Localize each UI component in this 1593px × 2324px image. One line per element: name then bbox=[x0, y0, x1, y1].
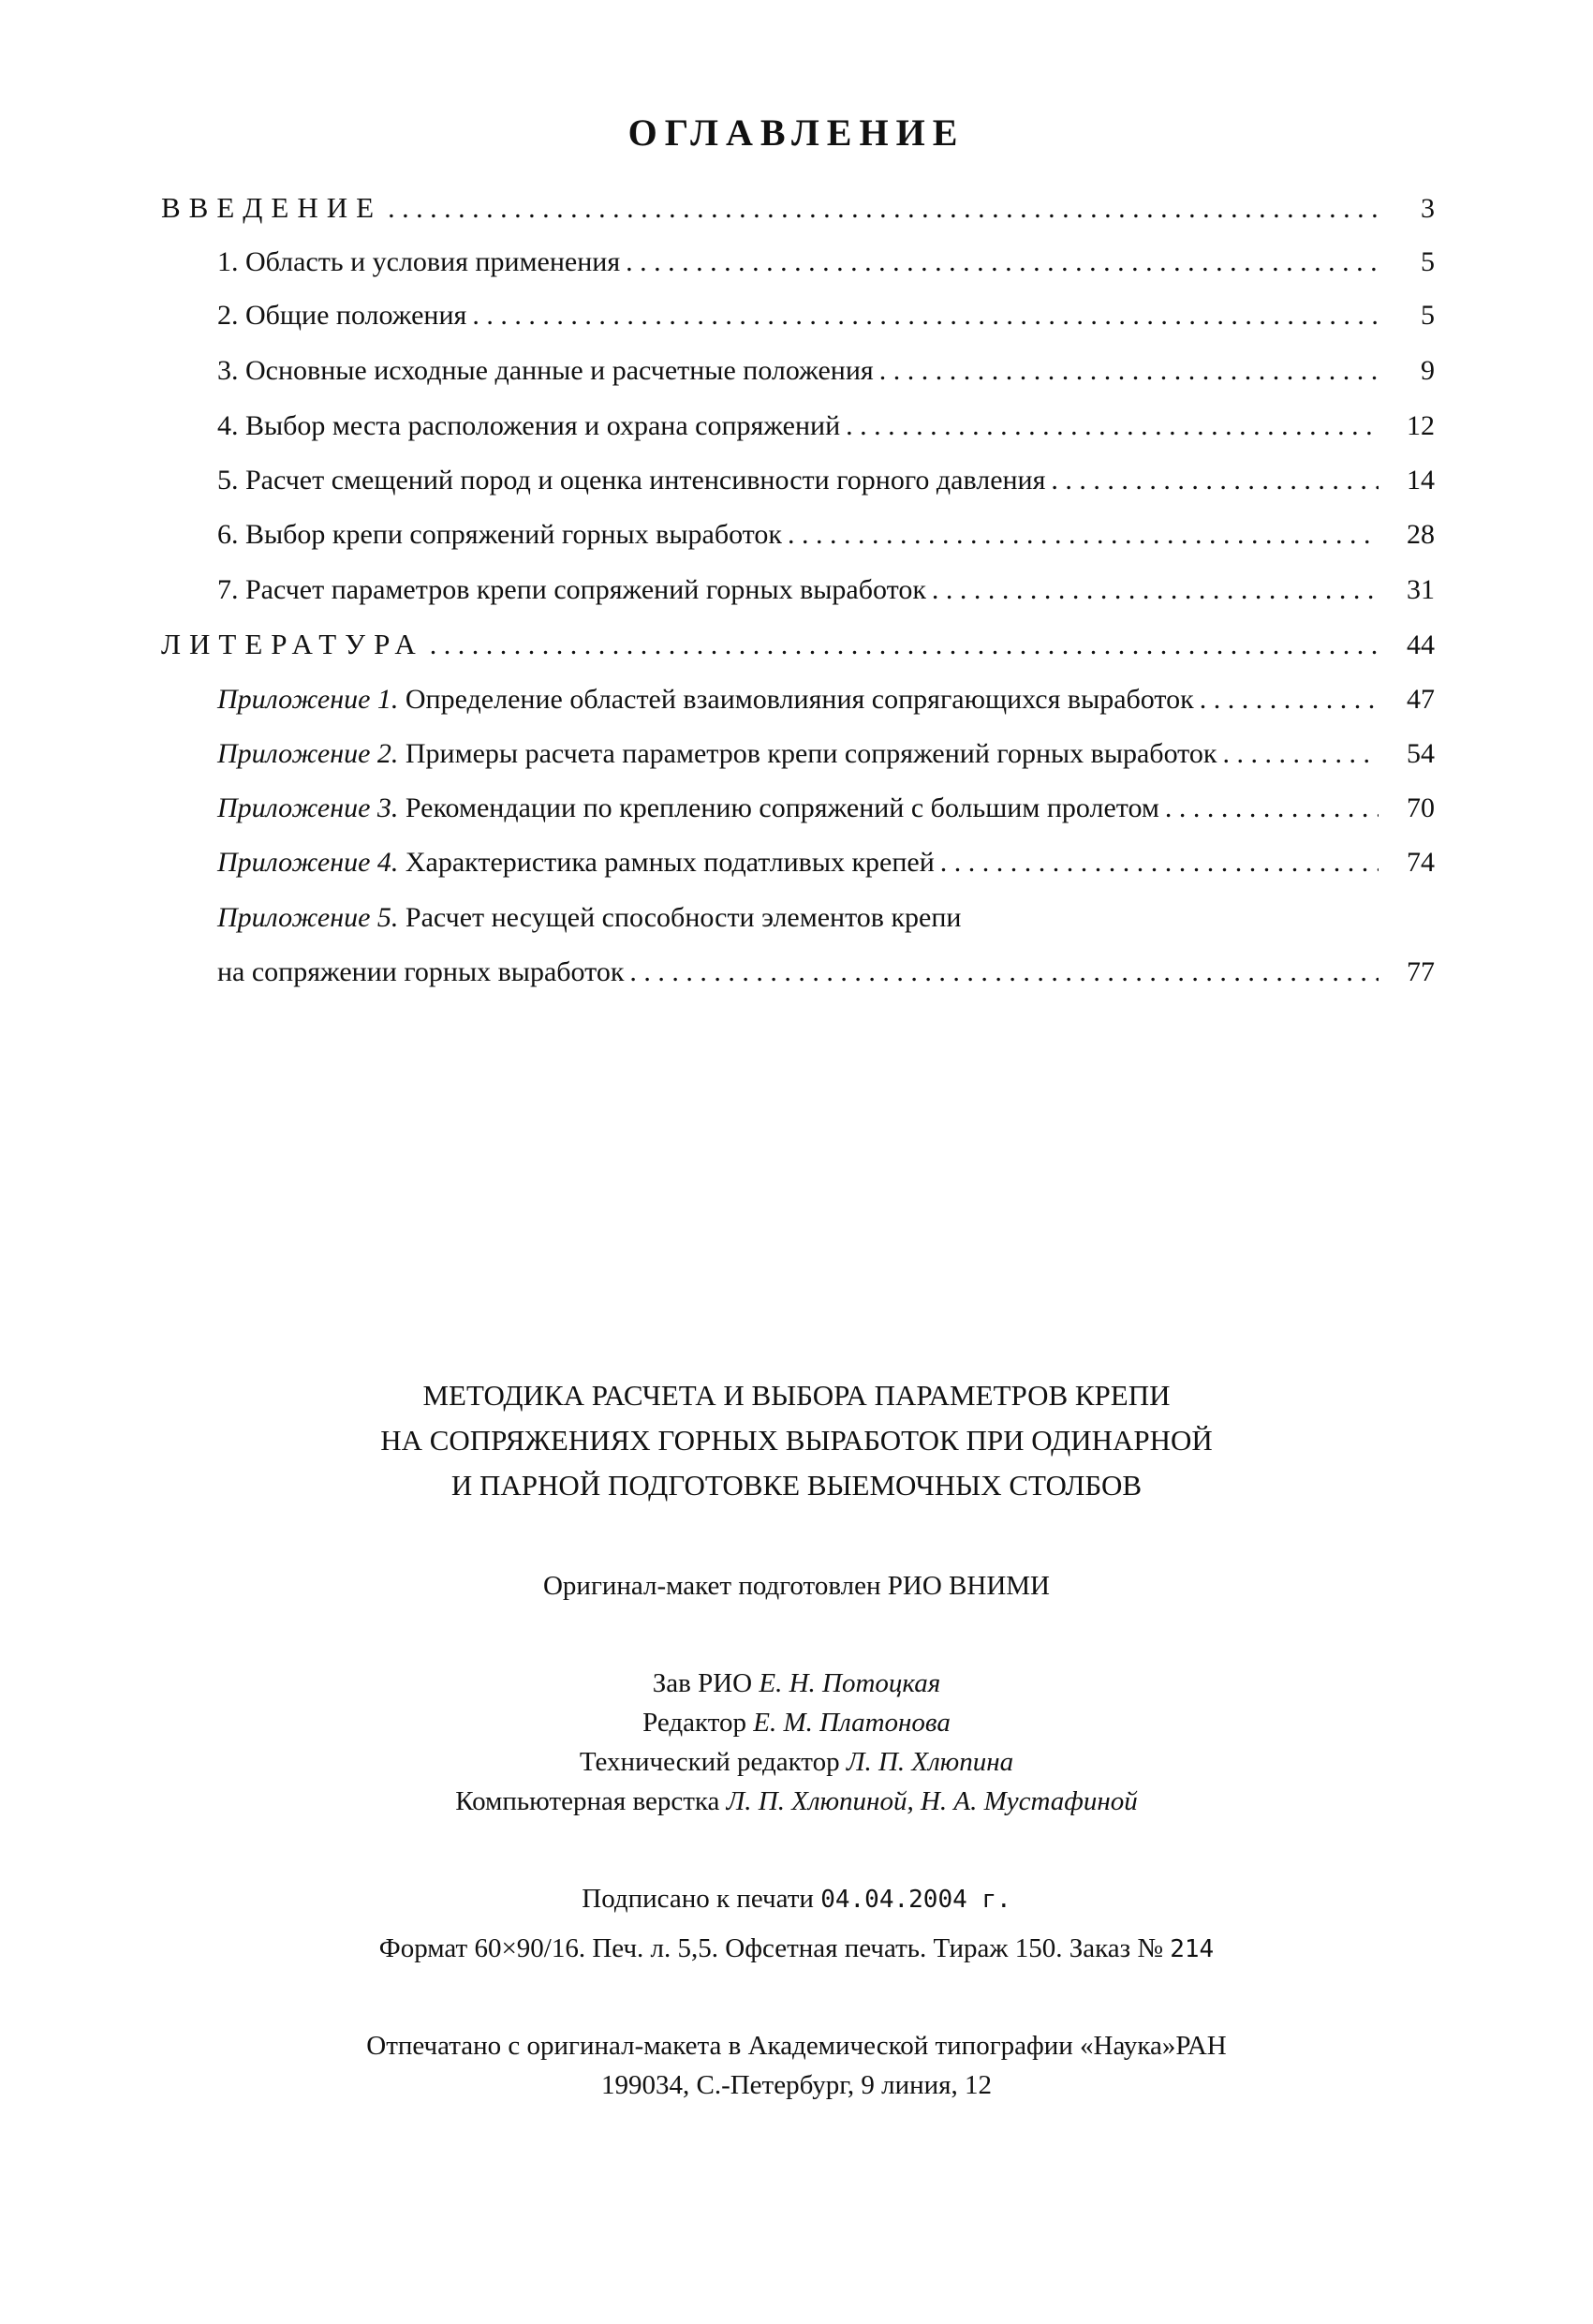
dot-leader bbox=[840, 407, 1379, 445]
staff-role: Технический редактор bbox=[579, 1747, 847, 1777]
staff-credit bbox=[0, 1664, 1593, 1703]
toc-entry-label bbox=[217, 735, 1217, 773]
toc-entry-page: 28 bbox=[1407, 519, 1435, 550]
toc-entry-label: 3. Основные исходные данные и расчетные положения bbox=[217, 355, 874, 386]
colophon-title-line: МЕТОДИКА РАСЧЕТА И ВЫБОРА ПАРАМЕТРОВ КРЕПИ bbox=[422, 1379, 1171, 1412]
toc-entry-page: 70 bbox=[1407, 792, 1435, 823]
toc-entry-page: 47 bbox=[1407, 684, 1435, 715]
appendix-prefix: Приложение 2. bbox=[217, 738, 399, 769]
toc-entry-page: 12 bbox=[1407, 410, 1435, 441]
dot-leader bbox=[782, 516, 1379, 554]
appendix-title: Определение областей взаимовлияния сопрягающихся выработок bbox=[398, 684, 1194, 715]
address-line: 199034, С.-Петербург, 9 линия, 12 bbox=[600, 2070, 992, 2100]
order-number: 214 bbox=[1170, 1935, 1215, 1963]
dot-leader bbox=[935, 844, 1379, 881]
toc-entry-page: 54 bbox=[1407, 738, 1435, 769]
toc-entry-label: 7. Расчет параметров крепи сопряжений горных выработок bbox=[217, 574, 926, 605]
toc-entry-page: 3 bbox=[1421, 193, 1435, 224]
toc-entry-3 bbox=[217, 352, 1435, 390]
toc-entry-4 bbox=[217, 407, 1435, 445]
dot-leader bbox=[1045, 462, 1379, 499]
dot-leader bbox=[424, 627, 1379, 664]
signed-date: 04.04.2004 г. bbox=[820, 1886, 1011, 1914]
toc-entry-label bbox=[217, 790, 1159, 827]
colophon-title-line: И ПАРНОЙ ПОДГОТОВКЕ ВЫЕМОЧНЫХ СТОЛБОВ bbox=[450, 1469, 1143, 1502]
toc-entry-1 bbox=[217, 244, 1435, 281]
toc-entry-label: 1. Область и условия применения bbox=[217, 246, 621, 277]
dot-leader bbox=[382, 190, 1379, 228]
toc-entry-6 bbox=[217, 516, 1435, 554]
format-line bbox=[0, 1929, 1593, 1969]
appendix-prefix: Приложение 5. bbox=[217, 902, 399, 933]
signed-for-print bbox=[0, 1879, 1593, 1919]
printer-info bbox=[0, 2026, 1593, 2105]
toc-entry-label: ЛИТЕРАТУРА bbox=[161, 628, 424, 660]
staff-name: Е. М. Платонова bbox=[753, 1708, 951, 1738]
staff-credit bbox=[0, 1782, 1593, 1821]
toc-appendix-3 bbox=[217, 790, 1435, 827]
dot-leader bbox=[1194, 681, 1379, 718]
dot-leader bbox=[926, 571, 1379, 609]
colophon-title-line: НА СОПРЯЖЕНИЯХ ГОРНЫХ ВЫРАБОТОК ПРИ ОДИНАРНОЙ bbox=[380, 1424, 1213, 1457]
toc-entry-page: 44 bbox=[1407, 629, 1435, 660]
toc-entry-page: 74 bbox=[1407, 847, 1435, 878]
print-details bbox=[0, 1879, 1593, 1969]
dot-leader bbox=[1217, 735, 1379, 773]
appendix-prefix: Приложение 3. bbox=[217, 792, 399, 823]
appendix-title: Характеристика рамных податливых крепей bbox=[398, 847, 935, 878]
toc-entry-label: на сопряжении горных выработок bbox=[217, 956, 625, 987]
printed-line: Отпечатано с оригинал-макета в Академической типографии «Наука»РАН bbox=[366, 2031, 1227, 2061]
appendix-prefix: Приложение 4. bbox=[217, 847, 399, 878]
toc-entry-label: 5. Расчет смещений пород и оценка интенсивности горного давления bbox=[217, 465, 1046, 496]
colophon-title bbox=[0, 1373, 1593, 1508]
staff-name: Л. П. Хлюпиной, Н. А. Мустафиной bbox=[726, 1786, 1138, 1816]
appendix-title: Расчет несущей способности элементов крепи bbox=[398, 902, 962, 933]
toc-appendix-5 bbox=[217, 954, 1435, 991]
toc-entry-page: 5 bbox=[1421, 300, 1435, 331]
staff-credit bbox=[0, 1742, 1593, 1782]
toc-appendix-2 bbox=[217, 735, 1435, 773]
staff-role: Компьютерная верстка bbox=[455, 1786, 727, 1816]
toc-entry-7 bbox=[217, 571, 1435, 609]
toc-entry-page: 31 bbox=[1407, 574, 1435, 605]
dot-leader bbox=[874, 352, 1379, 390]
appendix-title: Рекомендации по креплению сопряжений с большим пролетом bbox=[398, 792, 1159, 823]
toc-appendix-1 bbox=[217, 681, 1435, 718]
dot-leader bbox=[620, 244, 1379, 281]
appendix-title: Примеры расчета параметров крепи сопряжений горных выработок bbox=[398, 738, 1217, 769]
dot-leader bbox=[1159, 790, 1379, 827]
toc-entry-label bbox=[217, 844, 935, 881]
toc-entry-introduction bbox=[161, 189, 1435, 228]
staff-role: Зав РИО bbox=[652, 1668, 760, 1698]
toc-entry-page: 5 bbox=[1421, 246, 1435, 277]
toc-entry-page: 77 bbox=[1407, 956, 1435, 987]
dot-leader bbox=[624, 954, 1379, 991]
toc-title: ОГЛАВЛЕНИЕ bbox=[627, 111, 966, 154]
prepared-by-text: Оригинал-макет подготовлен РИО ВНИМИ bbox=[542, 1571, 1050, 1601]
appendix-prefix: Приложение 1. bbox=[217, 684, 399, 715]
toc-entry-literature bbox=[161, 626, 1435, 664]
staff-name: Л. П. Хлюпина bbox=[846, 1747, 1014, 1777]
toc-entry-5 bbox=[217, 462, 1435, 499]
toc-entry-label: 2. Общие положения bbox=[217, 300, 467, 331]
staff-name: Е. Н. Потоцкая bbox=[759, 1668, 941, 1698]
prepared-by bbox=[0, 1566, 1593, 1606]
toc-entry-page: 14 bbox=[1407, 465, 1435, 496]
staff-credits bbox=[0, 1664, 1593, 1821]
toc-entry-2 bbox=[217, 297, 1435, 334]
toc-entry-label bbox=[217, 681, 1194, 718]
toc-entry-label: ВВЕДЕНИЕ bbox=[161, 191, 383, 224]
toc-appendix-5-first-line bbox=[217, 899, 961, 937]
format-text: Формат 60×90/16. Печ. л. 5,5. Офсетная печать. Тираж 150. Заказ № bbox=[378, 1933, 1171, 1963]
staff-role: Редактор bbox=[642, 1708, 754, 1738]
toc-appendix-4 bbox=[217, 844, 1435, 881]
dot-leader bbox=[466, 297, 1379, 334]
toc-entry-label: 6. Выбор крепи сопряжений горных выработок bbox=[217, 519, 782, 550]
toc-entry-label: 4. Выбор места расположения и охрана сопряжений bbox=[217, 410, 841, 441]
signed-label: Подписано к печати bbox=[582, 1884, 821, 1914]
toc-entry-page: 9 bbox=[1421, 355, 1435, 386]
staff-credit bbox=[0, 1703, 1593, 1742]
